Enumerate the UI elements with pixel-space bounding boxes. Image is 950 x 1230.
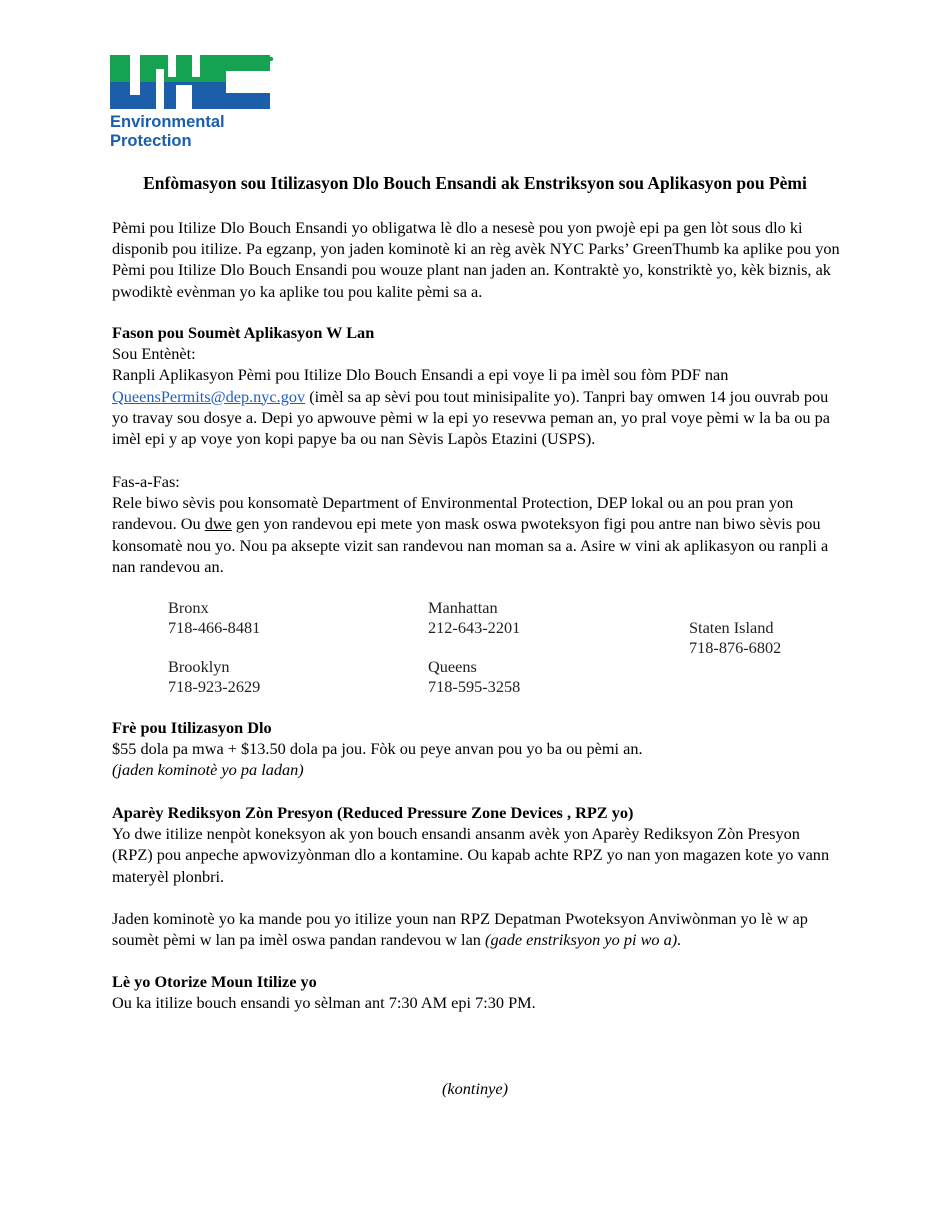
rpz-garden-text: Jaden kominotè yo ka mande pou yo itilize youn nan RPZ Depatman Pwoteksyon Anviwònman yo lè w ap soumèt pèmi w lan pa imèl oswa pandan randevou w lan: [112, 909, 808, 950]
fees-note: (jaden kominotè yo pa ladan): [112, 760, 304, 780]
office-staten-island: [689, 618, 781, 658]
inperson-text-2: gen yon randevou epi mete yon mask oswa pwoteksyon figi pou antre nan biwo sèvis pou konsomatè nou yo. Nou pa aksepte vizit san randevou nan moman sa a. Asire w vini ak aplikasyon ou ranpli a nan randevou an.: [112, 514, 829, 576]
inperson-underlined: dwe: [204, 514, 232, 534]
rpz-heading: Aparèy Rediksyon Zòn Presyon (Reduced Pressure Zone Devices , RPZ yo): [112, 803, 634, 822]
office-phone: 212-643-2201: [428, 617, 521, 637]
office-borough: Bronx: [168, 598, 209, 617]
rpz-garden-section: [112, 908, 844, 950]
inperson-label: Fas-a-Fas:: [112, 472, 180, 491]
logo-line-1: Environmental: [110, 113, 225, 131]
office-phone: 718-923-2629: [168, 676, 261, 696]
email-link[interactable]: QueensPermits@dep.nyc.gov: [112, 386, 306, 406]
page-title: Enfòmasyon sou Itilizasyon Dlo Bouch Ensandi ak Enstriksyon sou Aplikasyon pou Pèmi: [143, 173, 807, 193]
office-queens: [428, 657, 520, 697]
submit-section: [112, 322, 844, 449]
logo-line-2: Protection: [110, 132, 192, 150]
online-text-1: Ranpli Aplikasyon Pèmi pou Itilize Dlo Bouch Ensandi a epi voye li pa imèl sou fòm PDF nan: [112, 365, 729, 385]
fees-heading: Frè pou Itilizasyon Dlo: [112, 718, 272, 737]
office-phone: 718-876-6802: [689, 637, 782, 657]
fees-section: [112, 717, 844, 781]
intro-section: [112, 217, 844, 302]
rpz-text: Yo dwe itilize nenpòt koneksyon ak yon bouch ensandi ansanm avèk yon Aparèy Rediksyon Zòn Presyon (RPZ) pou anpeche apwovizyònman dlo a kontamine. Ou kapab achte RPZ yo nan yon magazen kote yo vann materyèl plonbri.: [112, 824, 830, 886]
office-phone: 718-595-3258: [428, 676, 521, 696]
office-phone: 718-466-8481: [168, 617, 261, 637]
office-borough: Queens: [428, 657, 477, 676]
office-manhattan: [428, 598, 520, 638]
inperson-paragraph: [112, 492, 844, 577]
online-label: Sou Entènèt:: [112, 344, 196, 364]
continued-note: (kontinye): [442, 1079, 508, 1098]
rpz-garden-note: (gade enstriksyon yo pi wo a).: [485, 930, 682, 950]
office-borough: Manhattan: [428, 598, 498, 617]
online-paragraph: [112, 364, 844, 449]
office-borough: Staten Island: [689, 618, 774, 637]
submit-heading: Fason pou Soumèt Aplikasyon W Lan: [112, 323, 375, 342]
hours-text: Ou ka itilize bouch ensandi yo sèlman ant 7:30 AM epi 7:30 PM.: [112, 993, 536, 1013]
fees-text: $55 dola pa mwa + $13.50 dola pa jou. Fòk ou peye anvan pou yo ba ou pèmi an.: [112, 739, 643, 759]
hours-section: [112, 971, 844, 1013]
rpz-section: [112, 802, 844, 887]
office-borough: Brooklyn: [168, 657, 230, 676]
nyc-logo-icon: [110, 55, 275, 110]
inperson-text-1: Rele biwo sèvis pou konsomatè Department of Environmental Protection, DEP lokal ou an pou pran yon randevou. Ou: [112, 493, 794, 534]
nyc-dep-logo: [110, 55, 285, 155]
office-bronx: [168, 598, 260, 638]
inperson-section: [112, 471, 844, 577]
online-text-2: (imèl sa ap sèvi pou tout minisipalite yo). Tanpri bay omwen 14 jou ouvrab pou yo travay sou dosye a. Depi yo apwouve pèmi w la epi yo resevwa peman an, yo pral voye pèmi w la ba ou pa imèl epi y ap voye yon kopi papye ba ou nan Sèvis Lapòs Etazini (USPS).: [112, 386, 830, 449]
rpz-garden-paragraph: [112, 908, 844, 950]
logo-text: [110, 113, 225, 151]
intro-paragraph: Pèmi pou Itilize Dlo Bouch Ensandi yo obligatwa lè dlo a nesesè pou yon pwojè epi pa gen lòt sous dlo ki disponib pou itilize. Pa egzanp, yon jaden kominotè ki an règ avèk NYC Parks’ GreenThumb ka aplike pou yon Pèmi pou Itilize Dlo Bouch Ensandi pou wouze plant nan jaden an. Kontraktè yo, konstriktè yo, kèk biznis, ak pwodiktè evènman yo ka aplike tou pou kalite pèmi sa a.: [112, 218, 840, 301]
hours-heading: Lè yo Otorize Moun Itilize yo: [112, 972, 317, 991]
office-brooklyn: [168, 657, 260, 697]
